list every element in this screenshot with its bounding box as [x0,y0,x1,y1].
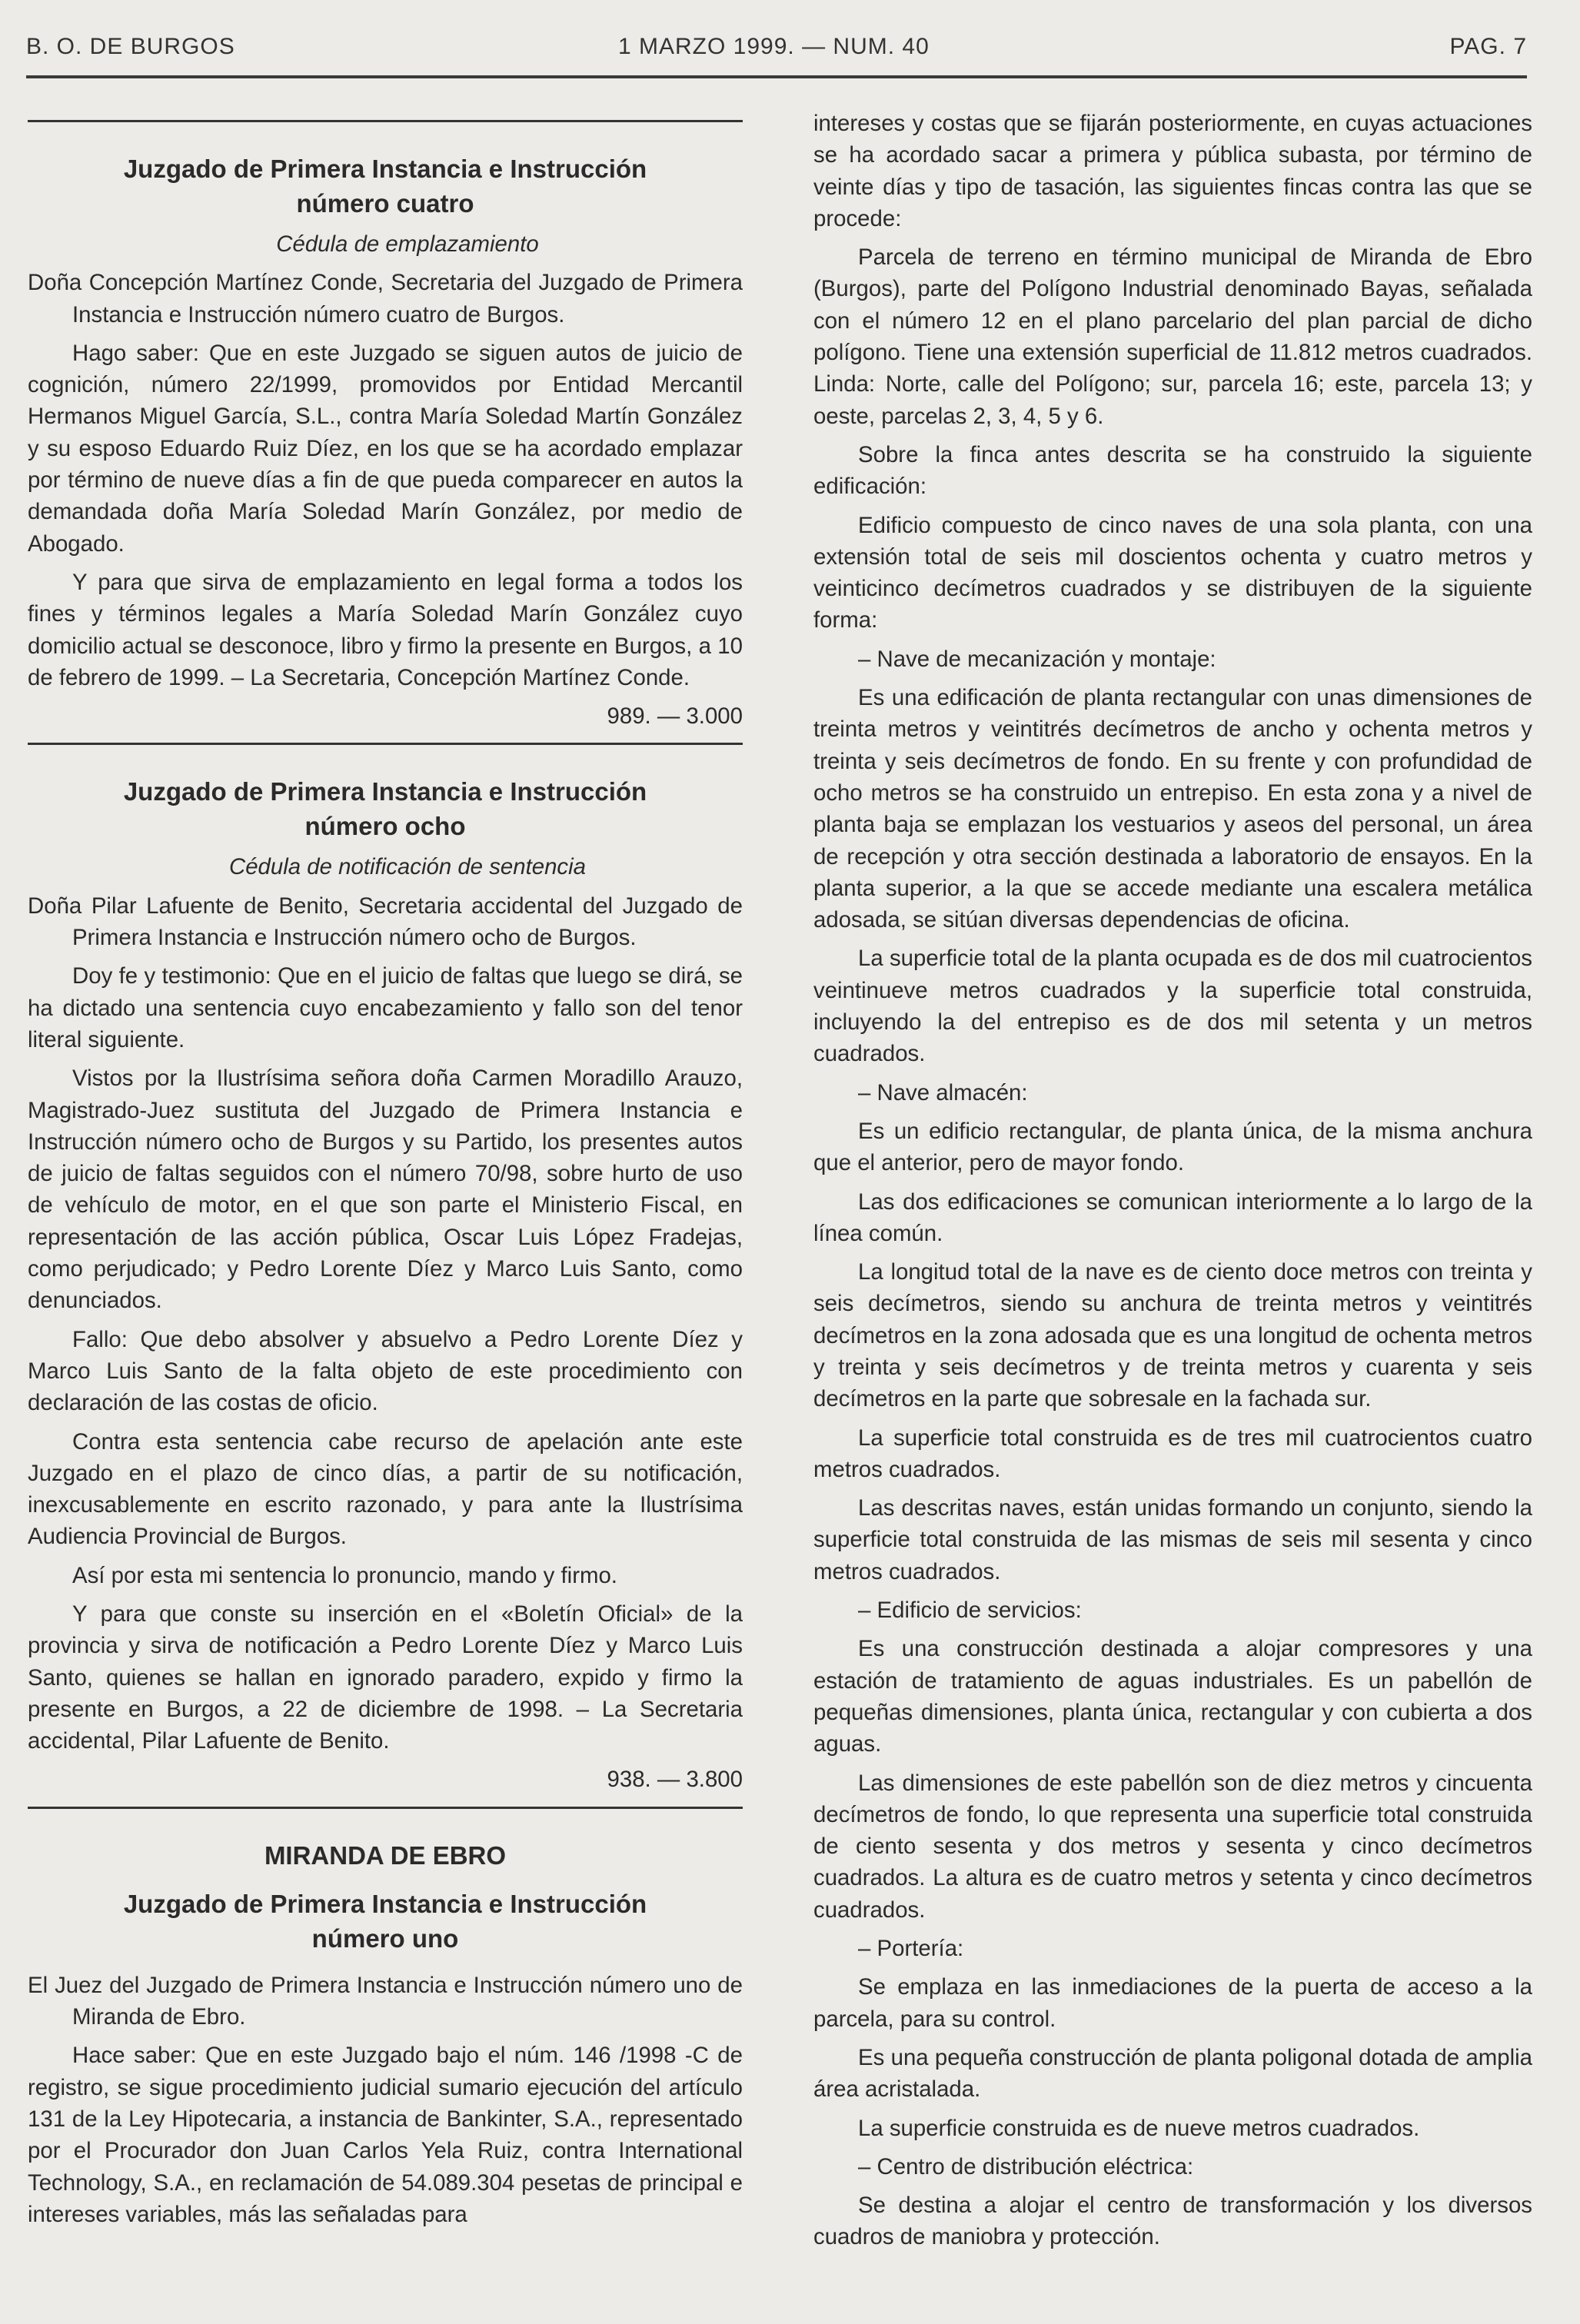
paragraph: Fallo: Que debo absolver y absuelvo a Pedro Lorente Díez y Marco Luis Santo de la falta objeto de este procedimiento con declaración de las costas de oficio. [28,1326,743,1416]
section-divider [28,1807,743,1809]
paragraph: – Portería: [858,1936,964,1962]
paragraph: Y para que conste su inserción en el «Boletín Oficial» de la provincia y sirva de notificación a Pedro Lorente Díez y Marco Luis Santo, quienes se hallan en ignorado paradero, expido y firmo la presente en Burgos, a 22 de diciembre de 1998. – La Secretaria accidental, Pilar Lafuente de Benito. [28,1601,743,1754]
paragraph: Parcela de terreno en término municipal de Miranda de Ebro (Burgos), parte del Polígono Industrial denominado Bayas, señalada con el número 12 en el plano parcelario del plan parcial de dicho polígono. Tiene una extensión superficial de 11.812 metros cuadrados. Linda: Norte, calle del Polígono; sur, parcela 16; este, parcela 13; y oeste, parcelas 2, 3, 4, 5 y 6. [813,244,1532,429]
paragraph: Las dos edificaciones se comunican interiormente a lo largo de la línea común. [813,1189,1532,1246]
section-title [28,151,743,221]
section-title [28,1887,743,1956]
section-title-line: Juzgado de Primera Instancia e Instrucción [123,1889,647,1918]
reference-number: 938. — 3.800 [607,1767,743,1793]
paragraph: Se emplaza en las inmediaciones de la puerta de acceso a la parcela, para su control. [813,1974,1532,2032]
right-column [813,108,1532,2260]
paragraph: Es una pequeña construcción de planta poligonal dotada de amplia área acristalada. [813,2044,1532,2103]
paragraph: Vistos por la Ilustrísima señora doña Carmen Moradillo Arauzo, Magistrado-Juez sustituta del Juzgado de Primera Instancia e Instrucción número ocho de Burgos y su Partido, los presentes autos de juicio de faltas seguidos con el número 70/98, sobre hurto de uso de vehículo de motor, en el que son parte el Ministerio Fiscal, en representación de las acción pública, Oscar Luis López Fradejas, como perjudicado; y Pedro Lorente Díez y Marco Luis Santo, como denunciados. [28,1066,743,1314]
paragraph: La superficie construida es de nueve metros cuadrados. [858,2115,1420,2141]
issue-date-number: 1 MARZO 1999. — NUM. 40 [618,34,930,59]
section-title [28,774,743,843]
section-divider [28,120,743,122]
paragraph: Las dimensiones de este pabellón son de diez metros y cincuenta decímetros de fondo, lo que representa una superficie total construida de ciento sesenta y dos metros y sesenta y cinco decímetros cuadrados. La altura es de cuatro metros y setenta y cinco decímetros cuadrados. [813,1770,1532,1923]
paragraph: La superficie total de la planta ocupada es de dos mil cuatrocientos veintinueve metros cuadrados y la superficie total construida, incluyendo la del entrepiso es de dos mil setenta y un metros cuadrados. [813,946,1532,1067]
paragraph: Doña Pilar Lafuente de Benito, Secretaria accidental del Juzgado de Primera Instancia e Instrucción número ocho de Burgos. [28,893,743,951]
page-header [26,34,1527,72]
section-divider [28,743,743,745]
left-column [28,108,743,2237]
paragraph: Las descritas naves, están unidas formando un conjunto, siendo la superficie total construida de las mismas de seis mil sesenta y cinco metros cuadrados. [813,1495,1532,1584]
paragraph: Es una construcción destinada a alojar compresores y una estación de tratamiento de aguas industriales. Es un pabellón de pequeñas dimensiones, planta única, rectangular y con cubierta a dos aguas. [813,1636,1532,1757]
paragraph: Es una edificación de planta rectangular con unas dimensiones de treinta metros y veintitrés decímetros de ancho y ochenta metros y treinta y seis decímetros de fondo. En su frente y con profundidad de ocho metros se ha construido un entrepiso. En esta zona y a nivel de planta baja se emplazan los vestuarios y aseos del personal, un área de recepción y otra sección destinada a laboratorio de ensayos. En la planta superior, a la que se accede mediante una escalera metálica adosada, se sitúan diversas dependencias de oficina. [813,685,1532,933]
paragraph: Sobre la finca antes descrita se ha construido la siguiente edificación: [813,441,1532,500]
paragraph: Contra esta sentencia cabe recurso de apelación ante este Juzgado en el plazo de cinco días, a partir de su notificación, inexcusablemente en escrito razonado, y para ante la Ilustrísima Audiencia Provincial de Burgos. [28,1428,743,1550]
page-number: PAG. 7 [1449,34,1527,59]
paragraph: Hace saber: Que en este Juzgado bajo el núm. 146 /1998 -C de registro, se sigue procedimiento judicial sumario ejecución del artículo 131 de la Ley Hipotecaria, a instancia de Bankinter, S.A., representado por el Procurador don Juan Carlos Yela Ruiz, contra International Technology, S.A., en reclamación de 54.089.304 pesetas de principal e intereses variables, más las señaladas para [28,2043,743,2227]
section-title-line: Juzgado de Primera Instancia e Instrucción [123,155,647,183]
paragraph: Doy fe y testimonio: Que en el juicio de faltas que luego se dirá, se ha dictado una sentencia cuyo encabezamiento y fallo son del tenor literal siguiente. [28,963,743,1052]
paragraph: – Nave de mecanización y montaje: [858,646,1216,672]
paragraph: Se destina a alojar el centro de transformación y los diversos cuadros de maniobra y protección. [813,2193,1532,2250]
paragraph: El Juez del Juzgado de Primera Instancia e Instrucción número uno de Miranda de Ebro. [28,1972,743,2030]
paragraph: Es un edificio rectangular, de planta única, de la misma anchura que el anterior, pero de mayor fondo. [813,1118,1532,1176]
publication-name: B. O. DE BURGOS [26,34,235,59]
paragraph: intereses y costas que se fijarán posteriormente, en cuyas actuaciones se ha acordado sacar a primera y pública subasta, por término de veinte días y tipo de tasación, las siguientes fincas contra las que se procede: [813,111,1532,231]
section-title-line: número cuatro [296,189,474,218]
section-subtitle: Cédula de notificación de sentencia [228,854,587,880]
paragraph: La longitud total de la nave es de ciento doce metros con treinta y seis decímetros, siendo su anchura de treinta metros y veintitrés decímetros en la zona adosada que es una longitud de ochenta metros y treinta y seis decímetros y de treinta metros y cuarenta y seis decímetros en la parte que sobresale en la fachada sur. [813,1259,1532,1412]
place-heading: MIRANDA DE EBRO [264,1840,507,1870]
reference-number: 989. — 3.000 [607,703,743,730]
section-title-line: número uno [311,1923,459,1953]
section-title-line: Juzgado de Primera Instancia e Instrucción [123,777,647,806]
section-title-line: número ocho [304,812,466,841]
paragraph: Así por esta mi sentencia lo pronuncio, mando y firmo. [72,1562,617,1588]
paragraph: Y para que sirva de emplazamiento en legal forma a todos los fines y términos legales a María Soledad Marín González cuyo domicilio actual se desconoce, libro y firmo la presente en Burgos, a 10 de febrero de 1999. – La Secretaria, Concepción Martínez Conde. [28,569,743,690]
paragraph: Edificio compuesto de cinco naves de una sola planta, con una extensión total de seis mil doscientos ochenta y cuatro metros y veinticinco decímetros cuadrados y se distribuyen de la siguiente forma: [813,512,1532,633]
header-rule [26,75,1527,78]
paragraph: – Nave almacén: [858,1079,1028,1105]
paragraph: – Centro de distribución eléctrica: [858,2153,1194,2179]
paragraph: Doña Concepción Martínez Conde, Secretaria del Juzgado de Primera Instancia e Instrucción número cuatro de Burgos. [28,270,743,327]
section-subtitle: Cédula de emplazamiento [276,231,539,257]
paragraph: La superficie total construida es de tres mil cuatrocientos cuatro metros cuadrados. [813,1425,1532,1482]
paragraph: – Edificio de servicios: [858,1598,1082,1624]
paragraph: Hago saber: Que en este Juzgado se siguen autos de juicio de cognición, número 22/1999, promovidos por Entidad Mercantil Hermanos Miguel García, S.L., contra María Soledad Martín González y su esposo Eduardo Ruiz Díez, en los que se ha acordado emplazar por término de nueve días a fin de que pueda comparecer en autos la demandada doña María Soledad Marín González, por medio de Abogado. [28,340,743,557]
